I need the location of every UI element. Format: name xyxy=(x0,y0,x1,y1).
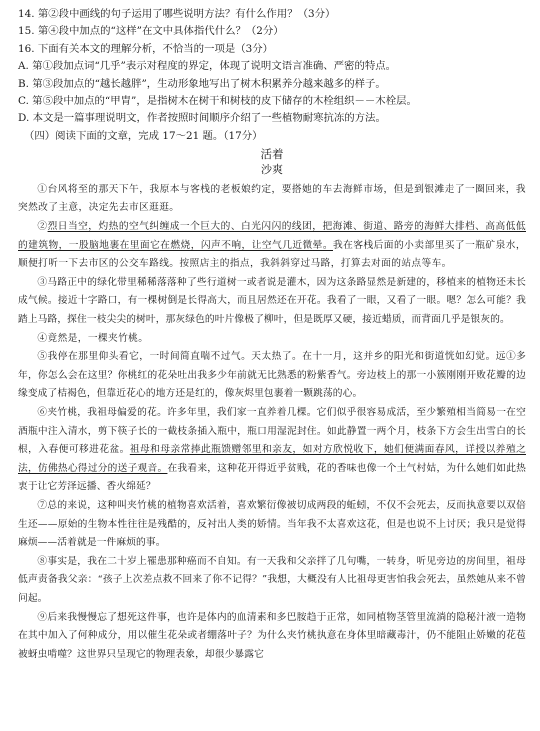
article-title: 活着 xyxy=(260,146,284,161)
section-heading: （四）阅读下面的文章，完成 17～21 题。（17分） xyxy=(24,129,263,142)
question-15: 15. 第④段中加点的“这样”在文中具体指代什么？（2分） xyxy=(18,25,284,38)
paragraph-3: ③马路正中的绿化带里稀稀落落种了些行道树一或者说是灌木，因为这条路显然是新建的，移植来的植物还未长成气候。接近十字路口，有一棵树倒是长得高大，而且居然还在开花。我看了一眼，又看了一眼。嗯？怎么可能？我踏上马路，探住一枝尖尖的树叶，那灰绿色的叶片像极了柳叶，但是既厚又硬，接近蜡质，而背面几乎是银灰的。 xyxy=(18,276,526,325)
article-body xyxy=(18,181,526,664)
option-a: A. 第①段加点词“几乎”表示对程度的界定，体现了说明文语言准确、严密的特点。 xyxy=(18,60,397,73)
underlined-sentence: 祖母和母亲常捧此瓶馈赠邻里和亲友，如对方欣悦收下，她们便满面春风，详授以养殖之法，仿佛热心得过分的送子观音。 xyxy=(18,444,526,474)
paragraph-2: ②烈日当空，灼热的空气纠缠成一个巨大的、白光闪闪的线团，把海滩、街道、路旁的海鲜大排档、高高低低的建筑物，一股脑地裹在里面它在燃烧，闪声不响，让空气几近微晕。我在客栈后面的小卖部里买了一瓶矿泉水，顺便打听一下去市区的公交车路线。按照店主的指点，我斜斜穿过马路，打算去对面的站点等车。 xyxy=(18,221,526,270)
option-c: C. 第⑤段中加点的“甲胄”，是指树木在树干和树枝的皮下储存的木栓组织－－木栓层。 xyxy=(18,95,417,108)
paragraph-5: ⑤我停在那里仰头看它，一时间简直喘不过气。天太热了。在十一月，这并乡的阳光和街道恍如幻觉。远①多年，你怎么会在这里？你桃红的花朵吐出我多少年前就无比熟悉的粉紫香气。旁边枝上的那一小簇刚刚开败花瓣的边缘变成了桔褐色，但靠近花心的地方还是红的，像灰烬里包裹着一颗跳荡的心。 xyxy=(18,351,526,400)
question-16: 16. 下面有关本文的理解分析，不恰当的一项是（3分） xyxy=(18,42,274,55)
paragraph-4: ④竟然是，一棵夹竹桃。 xyxy=(37,332,149,344)
underlined-sentence: 烈日当空，灼热的空气纠缠成一个巨大的、白光闪闪的线团，把海滩、街道、路旁的海鲜大排档、高高低低的建筑物，一股脑地裹在里面它在燃烧，闪声不响，让空气几近微晕。 xyxy=(18,221,526,251)
option-b: B. 第③段加点的“越长越胖”，生动形象地写出了树木积累养分越来越多的样子。 xyxy=(18,77,386,90)
question-14: 14. 第②段中画线的句子运用了哪些说明方法？有什么作用？（3分） xyxy=(18,8,336,20)
paragraph-9: ⑨后来我慢慢忘了想死这件事，也许是体内的血清素和多巴胺趋于正常，如同植物茎管里流淌的隐秘汁液一造物在其中加入了何种成分，用以催生花朵或者绷落叶子？为什么夹竹桃执意在身体里暗藏毒汁，仍不能阻止娇嫩的花苞被蚜虫啃噬？这世界只呈现它的物理表象，却很少暴露它 xyxy=(18,611,526,660)
article-author: 沙爽 xyxy=(261,162,283,176)
option-d: D. 本文是一篇事理说明文，作者按照时间顺序介绍了一些植物耐寒抗冻的方法。 xyxy=(18,112,386,125)
paragraph-8: ⑧事实是，我在二十岁上罹患那种癌而不自知。有一天我和父亲拌了几句嘴，一转身，听见旁边的房间里，祖母低声责备我父亲：“孩子上次差点救不回来了你不记得？”我想，大概没有人比祖母更害怕我会死去，虽然她从来不曾问起。 xyxy=(18,555,526,604)
paragraph-7: ⑦总的来说，这种叫夹竹桃的植物喜欢活着，喜欢繁衍像被切成两段的蚯蚓，不仅不会死去，反而执意要以双倍生还——原始的生物本性往往是残酷的，反衬出人类的娇情。当年我不太喜欢这花，但是也说不上讨厌；我只是觉得麻烦——活着就是一件麻烦的事。 xyxy=(18,499,526,549)
question-list xyxy=(18,6,526,128)
paragraph-1: ①台风将至的那天下午，我原本与客栈的老板娘约定，要搭她的车去海鲜市场，但是到银滩走了一圈回来，我突然改了主意，决定先去市区逛逛。 xyxy=(18,183,526,214)
paragraph-6: ⑥夹竹桃，我祖母偏爱的花。许多年里，我们家一直养着几棵。它们似乎很容易成活，至少繁殖相当简易一在空酒瓶中注入清水，剪下筷子长的一截枝条插入瓶中，瓶口用湿泥封住。如此静置一两个月，枝条下方会生出雪白的长根，入春便可移进花盆。祖母和母亲常捧此瓶馈赠邻里和亲友，如对方欣悦收下，她们便满面春风，详授以养殖之法，仿佛热心得过分的送子观音。在我看来，这种花开得近乎贫贱，花的香味也像一个土气村姑，为什么她们如此热衷于让它芳泽远播、香火绵延？ xyxy=(18,406,526,493)
